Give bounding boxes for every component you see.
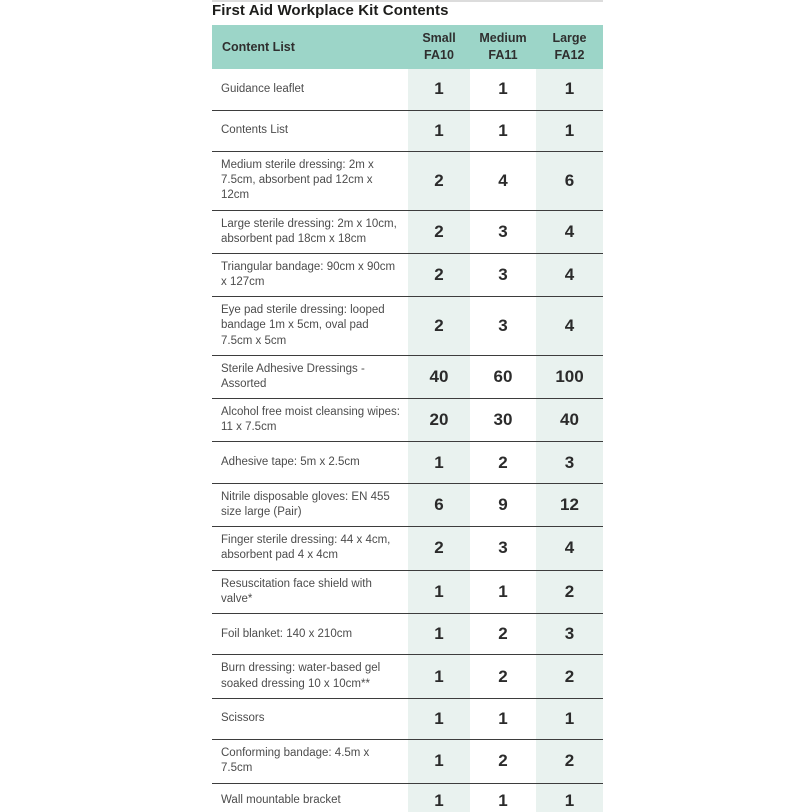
item-label: Alcohol free moist cleansing wipes: 11 x 7.5cm xyxy=(221,406,400,434)
item-label: Foil blanket: 140 x 210cm xyxy=(221,627,353,640)
quantity-cell: 4 xyxy=(498,170,508,190)
quantity-cell: 1 xyxy=(536,111,603,152)
quantity-cell: 6 xyxy=(408,484,470,526)
quantity-cell: 1 xyxy=(408,784,470,812)
quantity-cell: 1 xyxy=(498,120,508,140)
column-header-medium xyxy=(470,25,536,69)
table-row xyxy=(212,399,603,442)
quantity-cell: 1 xyxy=(408,111,470,152)
quantity-cell: 20 xyxy=(408,399,470,441)
table-row xyxy=(212,784,603,812)
table-body xyxy=(212,69,603,812)
quantity-cell: 2 xyxy=(408,152,470,210)
column-header-large xyxy=(536,25,603,69)
quantity-cell: 4 xyxy=(536,297,603,355)
item-label: Wall mountable bracket xyxy=(221,794,341,807)
quantity-cell: 1 xyxy=(408,614,470,655)
item-label: Nitrile disposable gloves: EN 455 size large (Pair) xyxy=(221,490,390,519)
quantity-cell: 2 xyxy=(498,624,508,644)
table-row xyxy=(212,484,603,527)
quantity-cell: 4 xyxy=(536,527,603,569)
quantity-cell: 100 xyxy=(536,356,603,398)
table-row xyxy=(212,442,603,484)
table-row xyxy=(212,655,603,698)
size-name-label: Medium xyxy=(479,31,527,46)
quantity-cell: 1 xyxy=(536,784,603,812)
quantity-cell: 1 xyxy=(536,69,603,110)
item-label: Adhesive tape: 5m x 2.5cm xyxy=(221,456,360,469)
page-title: First Aid Workplace Kit Contents xyxy=(212,2,449,19)
quantity-cell: 3 xyxy=(498,315,508,335)
quantity-cell: 2 xyxy=(408,297,470,355)
quantity-cell: 1 xyxy=(498,581,508,601)
quantity-cell: 40 xyxy=(408,356,470,398)
quantity-cell: 2 xyxy=(408,254,470,296)
size-code-label: FA12 xyxy=(554,48,585,62)
item-label: Sterile Adhesive Dressings - Assorted xyxy=(221,362,365,390)
quantity-cell: 3 xyxy=(498,265,508,285)
quantity-cell: 1 xyxy=(408,571,470,613)
table-row xyxy=(212,356,603,399)
quantity-cell: 1 xyxy=(498,79,508,99)
quantity-cell: 40 xyxy=(536,399,603,441)
quantity-cell: 3 xyxy=(498,221,508,241)
table-row xyxy=(212,614,603,656)
column-header-content-list xyxy=(212,25,408,69)
column-header-small xyxy=(408,25,470,69)
table-row xyxy=(212,571,603,614)
table-row xyxy=(212,297,603,356)
table-row xyxy=(212,699,603,741)
quantity-cell: 2 xyxy=(536,655,603,697)
table-row xyxy=(212,152,603,211)
table-row xyxy=(212,69,603,111)
quantity-cell: 6 xyxy=(536,152,603,210)
item-label: Resuscitation face shield with valve* xyxy=(221,577,372,605)
item-label: Finger sterile dressing: 44 x 4cm, absorbent pad 4 x 4cm xyxy=(221,534,391,562)
size-code-label: FA10 xyxy=(424,48,454,62)
table-row xyxy=(212,740,603,783)
kit-contents-section xyxy=(212,0,603,812)
quantity-cell: 2 xyxy=(498,452,508,472)
size-name-label: Large xyxy=(552,31,587,46)
item-label: Scissors xyxy=(221,712,265,725)
item-label: Triangular bandage: 90cm x 90cm x 127cm xyxy=(221,260,396,289)
kit-contents-table xyxy=(212,25,603,812)
quantity-cell: 1 xyxy=(408,699,470,740)
item-label: Guidance leaflet xyxy=(221,82,305,95)
item-label: Conforming bandage: 4.5m x 7.5cm xyxy=(221,747,370,775)
quantity-cell: 3 xyxy=(536,614,603,655)
quantity-cell: 2 xyxy=(536,571,603,613)
quantity-cell: 1 xyxy=(408,442,470,483)
quantity-cell: 30 xyxy=(493,410,513,430)
quantity-cell: 1 xyxy=(498,709,508,729)
quantity-cell: 1 xyxy=(498,790,508,810)
item-label: Contents List xyxy=(221,124,289,137)
quantity-cell: 60 xyxy=(493,366,513,386)
quantity-cell: 1 xyxy=(408,740,470,782)
quantity-cell: 3 xyxy=(536,442,603,483)
quantity-cell: 2 xyxy=(536,740,603,782)
quantity-cell: 1 xyxy=(408,69,470,110)
quantity-cell: 2 xyxy=(498,751,508,771)
quantity-cell: 9 xyxy=(498,495,508,515)
quantity-cell: 3 xyxy=(498,538,508,558)
table-row xyxy=(212,211,603,254)
quantity-cell: 1 xyxy=(536,699,603,740)
quantity-cell: 2 xyxy=(408,211,470,253)
item-label: Medium sterile dressing: 2m x 7.5cm, absorbent pad 12cm x 12cm xyxy=(221,159,374,202)
size-code-label: FA11 xyxy=(488,48,518,62)
quantity-cell: 1 xyxy=(408,655,470,697)
item-label: Eye pad sterile dressing: looped bandage 1m x 5cm, oval pad 7.5cm x 5cm xyxy=(221,304,385,347)
quantity-cell: 2 xyxy=(408,527,470,569)
table-row xyxy=(212,254,603,297)
table-row xyxy=(212,527,603,570)
item-label: Large sterile dressing: 2m x 10cm, absorbent pad 18cm x 18cm xyxy=(221,217,397,245)
quantity-cell: 12 xyxy=(536,484,603,526)
item-label: Burn dressing: water-based gel soaked dressing 10 x 10cm** xyxy=(221,662,381,690)
table-row xyxy=(212,111,603,153)
quantity-cell: 4 xyxy=(536,254,603,296)
column-header-label: Content List xyxy=(222,40,295,54)
quantity-cell: 2 xyxy=(498,666,508,686)
quantity-cell: 4 xyxy=(536,211,603,253)
size-name-label: Small xyxy=(422,31,456,46)
table-header-row xyxy=(212,25,603,69)
